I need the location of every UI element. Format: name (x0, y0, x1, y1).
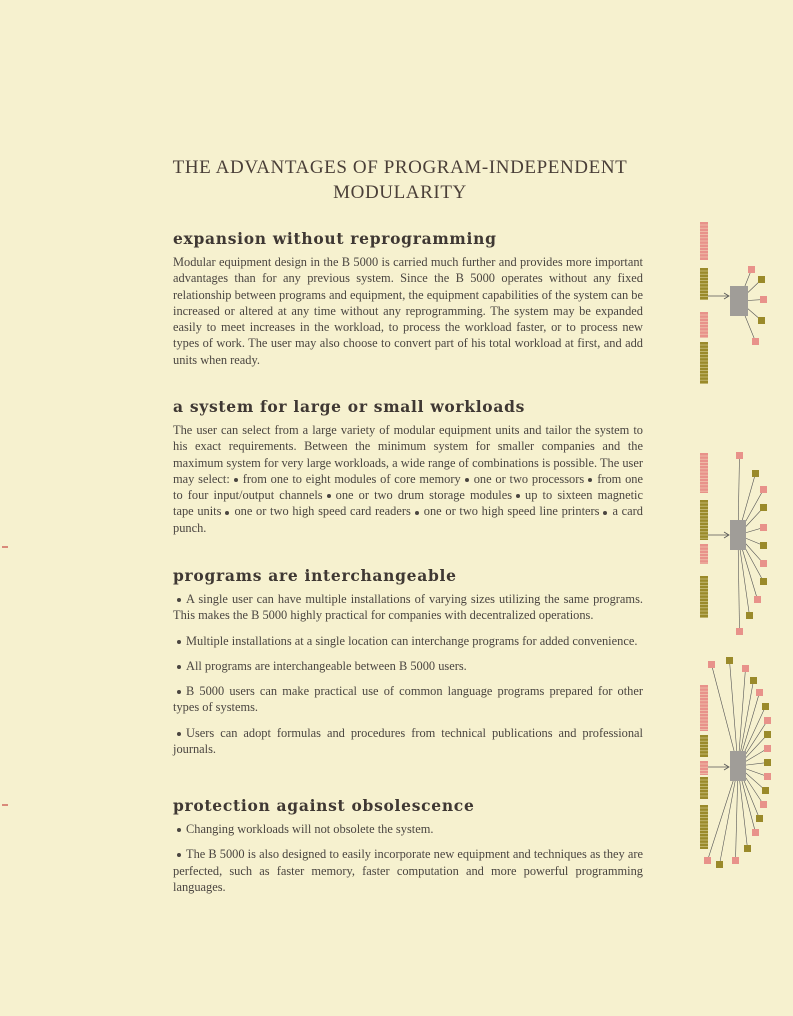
option-item: a card punch. (173, 504, 643, 535)
device-node (762, 787, 769, 794)
bullet-dot (177, 640, 181, 644)
device-node (750, 677, 757, 684)
edge-mark (2, 804, 8, 806)
bullet-text: B 5000 users can make practical use of common language programs prepared for other types of systems. (173, 684, 643, 715)
device-node (758, 276, 765, 283)
device-node (760, 486, 767, 493)
bullet-dot (177, 598, 181, 602)
title-line-2: MODULARITY (333, 182, 467, 203)
edge-mark (2, 546, 8, 548)
device-node (704, 857, 711, 864)
device-node (742, 665, 749, 672)
bullet-paragraph (173, 821, 643, 837)
device-node (756, 815, 763, 822)
device-node (756, 689, 763, 696)
device-node (760, 296, 767, 303)
bullet-text: All programs are interchangeable between B 5000 users. (186, 658, 467, 673)
device-node (760, 542, 767, 549)
bullet-dot (225, 511, 229, 515)
bullet-dot (177, 828, 181, 832)
bullet-paragraph (173, 725, 643, 758)
bullet-dot (588, 478, 592, 482)
section-paragraph: Modular equipment design in the B 5000 is carried much further and provides more important advantages than for any previous system. Since the B 5000 operates without any fixed relationship between programs and equipment, the equipment capabilities of the system can be increased or altered at any time without any reprogramming. The system may be expanded easily to meet increases in the workload, to process the workload faster, or to process new types of work. The user may also choose to convert part of his total workload at first, and add units when ready. (173, 255, 643, 367)
system-diagram-small (690, 218, 780, 388)
bullet-dot (465, 478, 469, 482)
section-paragraph (173, 422, 643, 536)
bullet-dot (177, 690, 181, 694)
bullet-dot (516, 494, 520, 498)
section-heading: protection against obsolescence (173, 796, 475, 815)
device-node (760, 560, 767, 567)
device-node (708, 661, 715, 668)
processor-hub (730, 286, 748, 316)
device-node (716, 861, 723, 868)
option-item: one or two drum storage modules (335, 488, 513, 503)
section-obsolescence (173, 797, 643, 895)
system-diagram-large (690, 655, 780, 880)
module-strip (700, 761, 708, 775)
device-node (736, 628, 743, 635)
title-line-1: THE ADVANTAGES OF PROGRAM-INDEPENDENT (172, 157, 628, 178)
bullet-dot (603, 511, 607, 515)
bullet-dot (415, 511, 419, 515)
bullet-paragraph (173, 633, 643, 649)
device-node (764, 759, 771, 766)
bullet-dot (177, 853, 181, 857)
section-heading: expansion without reprogramming (173, 229, 497, 248)
device-node (760, 504, 767, 511)
system-diagram-medium (690, 448, 780, 638)
bullet-text: Multiple installations at a single location can interchange programs for added convenience. (186, 633, 638, 648)
bullet-text: The B 5000 is also designed to easily incorporate new equipment and techniques as they are perfected, such as faster memory, faster computation and more powerful programming languages. (173, 847, 643, 894)
device-node (732, 857, 739, 864)
device-node (760, 801, 767, 808)
bullet-text: A single user can have multiple installations of varying sizes utilizing the same programs. This makes the B 5000 highly practical for companies with decentralized operations. (173, 592, 643, 623)
device-node (754, 596, 761, 603)
device-node (736, 452, 743, 459)
module-strip (700, 685, 708, 731)
section-heading: a system for large or small workloads (173, 397, 526, 416)
section-expansion (173, 230, 643, 368)
device-node (764, 745, 771, 752)
device-node (752, 338, 759, 345)
bullet-paragraph (173, 591, 643, 624)
bullet-text: Users can adopt formulas and procedures from technical publications and professional journals. (173, 725, 643, 757)
option-item: from one to eight modules of core memory (242, 471, 461, 486)
device-node (748, 266, 755, 273)
bullet-paragraph (173, 683, 643, 716)
option-item: one or two high speed line printers (423, 504, 600, 519)
bullet-paragraph (173, 846, 643, 895)
bullet-dot (234, 478, 238, 482)
processor-hub (730, 751, 746, 781)
option-item: one or two high speed card readers (234, 504, 411, 519)
device-node (762, 703, 769, 710)
bullet-dot (177, 732, 181, 736)
device-node (726, 657, 733, 664)
device-node (758, 317, 765, 324)
device-node (764, 773, 771, 780)
device-node (764, 731, 771, 738)
option-item: one or two processors (473, 471, 585, 486)
bullet-paragraph (173, 658, 643, 674)
processor-hub (730, 520, 746, 550)
device-node (752, 829, 759, 836)
section-heading: programs are interchangeable (173, 566, 457, 585)
options-intro: The user can select from a large variety of modular equipment units and tailor the system to his exact requirements. Between the minimum system for smaller companies and the maximum system for very large workloads, a wide range of combinations is possible. The user may select: (173, 423, 643, 486)
bullet-text: Changing workloads will not obsolete the system. (186, 822, 434, 836)
option-item: from one to four input/output channels (173, 471, 643, 503)
device-node (746, 612, 753, 619)
bullet-dot (327, 494, 331, 498)
device-node (752, 470, 759, 477)
section-workloads (173, 398, 643, 536)
device-node (760, 524, 767, 531)
option-item: up to sixteen magnetic tape units (173, 488, 643, 519)
device-node (764, 717, 771, 724)
device-node (744, 845, 751, 852)
bullet-dot (177, 665, 181, 669)
page-title (110, 155, 690, 205)
section-interchangeable (173, 567, 643, 757)
device-node (760, 578, 767, 585)
